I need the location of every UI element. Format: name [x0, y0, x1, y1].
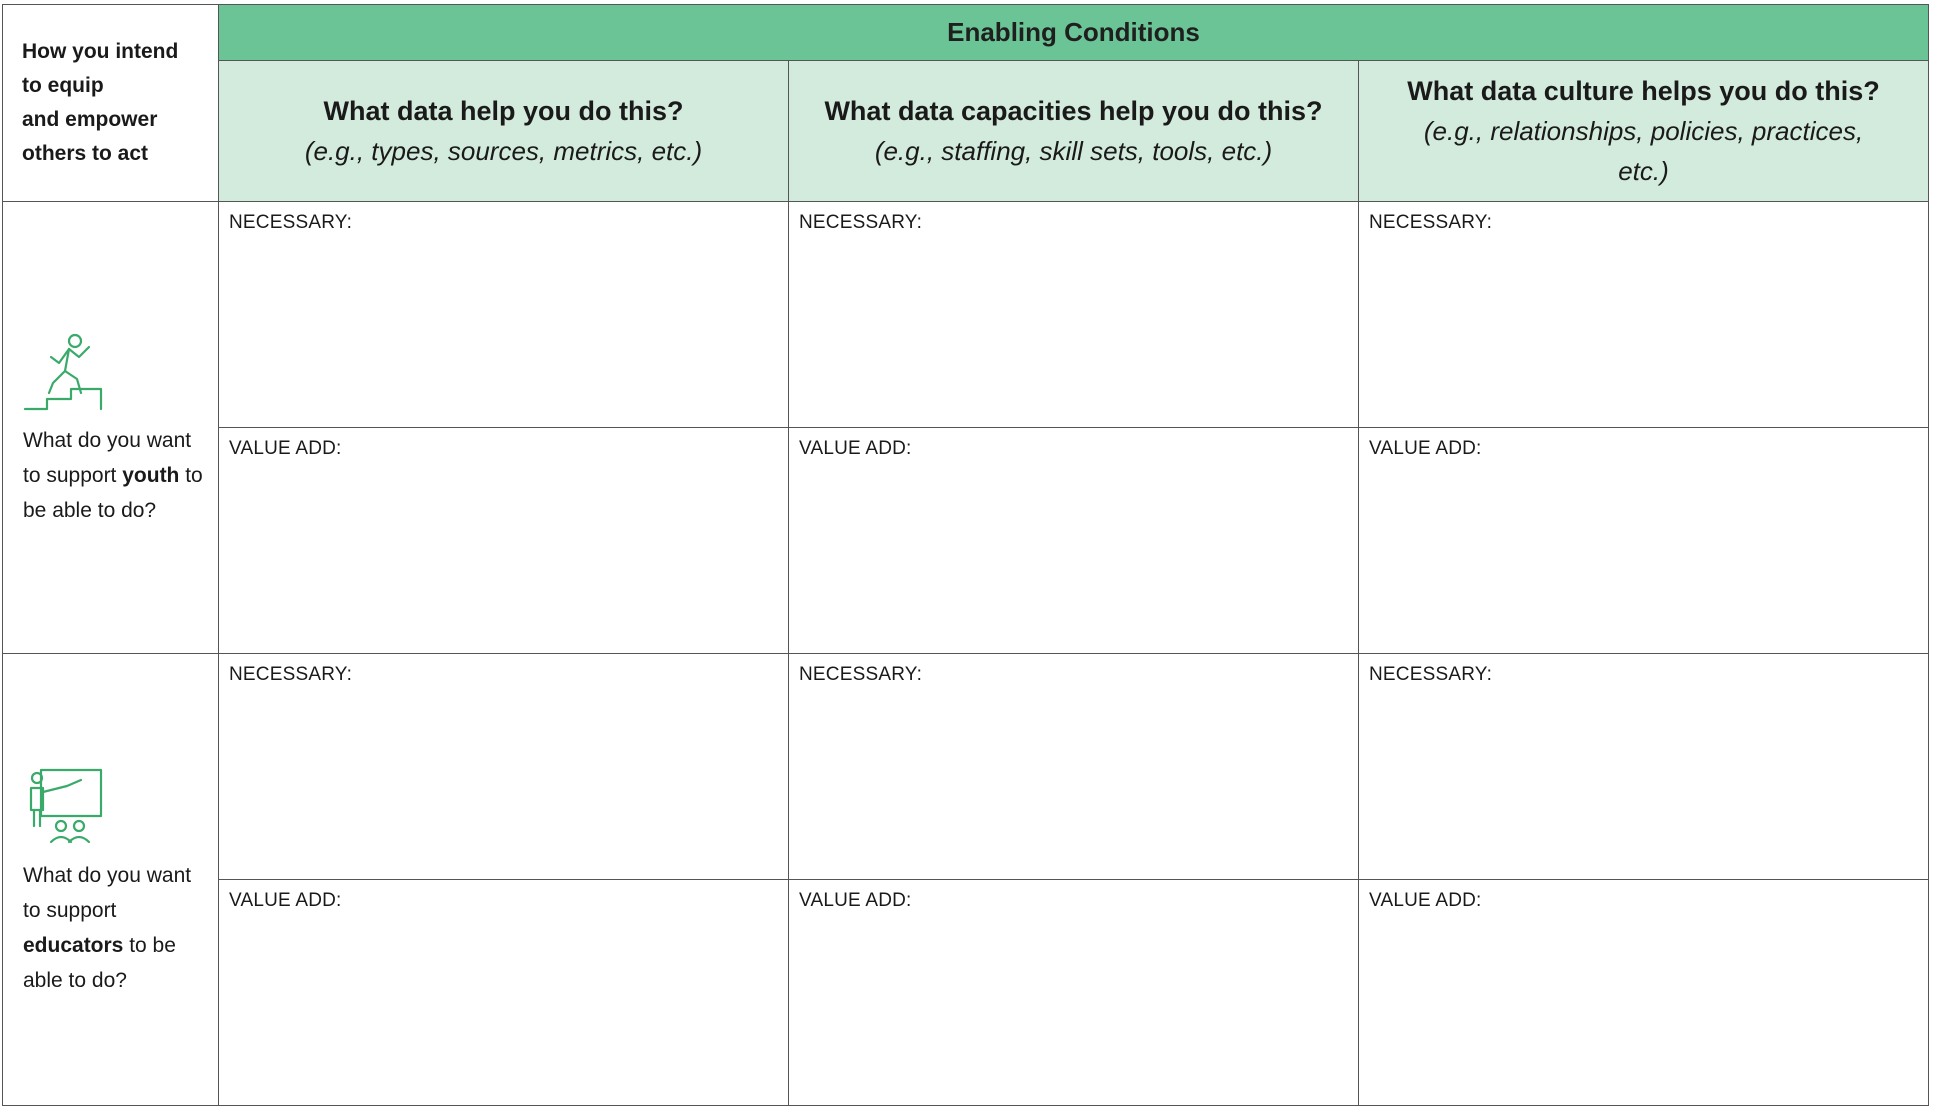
column-header-data — [219, 61, 789, 202]
educators-capacities-value-add-cell[interactable] — [789, 880, 1359, 1106]
row-question-suffix: to be able to do? — [23, 933, 176, 992]
intro-heading — [3, 5, 219, 202]
youth-data-value-add-cell[interactable] — [219, 428, 789, 654]
column-example: (e.g., relationships, policies, practices, etc.) — [1423, 116, 1864, 186]
column-question: What data help you do this? — [323, 96, 684, 126]
column-example: (e.g., staffing, skill sets, tools, etc.) — [874, 136, 1273, 166]
column-question: What data capacities help you do this? — [824, 96, 1323, 126]
value-add-label: VALUE ADD: — [229, 438, 342, 459]
value-add-label: VALUE ADD: — [1369, 890, 1482, 911]
column-header-capacities — [789, 61, 1359, 202]
educators-capacities-necessary-cell[interactable] — [789, 654, 1359, 880]
row-question-prefix: What do you want to support — [23, 429, 192, 487]
column-question: What data culture helps you do this? — [1407, 76, 1880, 106]
value-add-label: VALUE ADD: — [799, 890, 912, 911]
necessary-label: NECESSARY: — [1369, 664, 1493, 685]
necessary-label: NECESSARY: — [799, 212, 923, 233]
row-question-subject: educators — [23, 933, 124, 957]
column-header-culture — [1359, 61, 1929, 202]
necessary-label: NECESSARY: — [1369, 212, 1493, 233]
youth-culture-necessary-cell[interactable] — [1359, 202, 1929, 428]
youth-capacities-value-add-cell[interactable] — [789, 428, 1359, 654]
necessary-label: NECESSARY: — [229, 664, 353, 685]
value-add-label: VALUE ADD: — [799, 438, 912, 459]
column-example: (e.g., types, sources, metrics, etc.) — [304, 136, 703, 166]
youth-capacities-necessary-cell[interactable] — [789, 202, 1359, 428]
person-climbing-stairs-icon — [23, 327, 113, 417]
row-question-subject: youth — [122, 464, 180, 487]
necessary-label: NECESSARY: — [799, 664, 923, 685]
row-question-suffix: to be able to do? — [23, 464, 203, 522]
educators-culture-necessary-cell[interactable] — [1359, 654, 1929, 880]
value-add-label: VALUE ADD: — [229, 890, 342, 911]
row-label-educators — [3, 654, 219, 1106]
enabling-conditions-header: Enabling Conditions — [219, 5, 1929, 61]
enabling-conditions-table — [2, 4, 1929, 1106]
educators-culture-value-add-cell[interactable] — [1359, 880, 1929, 1106]
row-question-prefix: What do you want to support — [23, 863, 192, 922]
intro-line-2: to equip — [22, 74, 104, 97]
intro-line-4: others to act — [22, 142, 149, 165]
educators-data-value-add-cell[interactable] — [219, 880, 789, 1106]
youth-culture-value-add-cell[interactable] — [1359, 428, 1929, 654]
educators-data-necessary-cell[interactable] — [219, 654, 789, 880]
necessary-label: NECESSARY: — [229, 212, 353, 233]
teacher-presenting-icon — [23, 762, 113, 852]
intro-line-3: and empower — [22, 108, 158, 131]
intro-line-1: How you intend — [22, 40, 179, 63]
value-add-label: VALUE ADD: — [1369, 438, 1482, 459]
row-label-youth — [3, 202, 219, 654]
youth-data-necessary-cell[interactable] — [219, 202, 789, 428]
